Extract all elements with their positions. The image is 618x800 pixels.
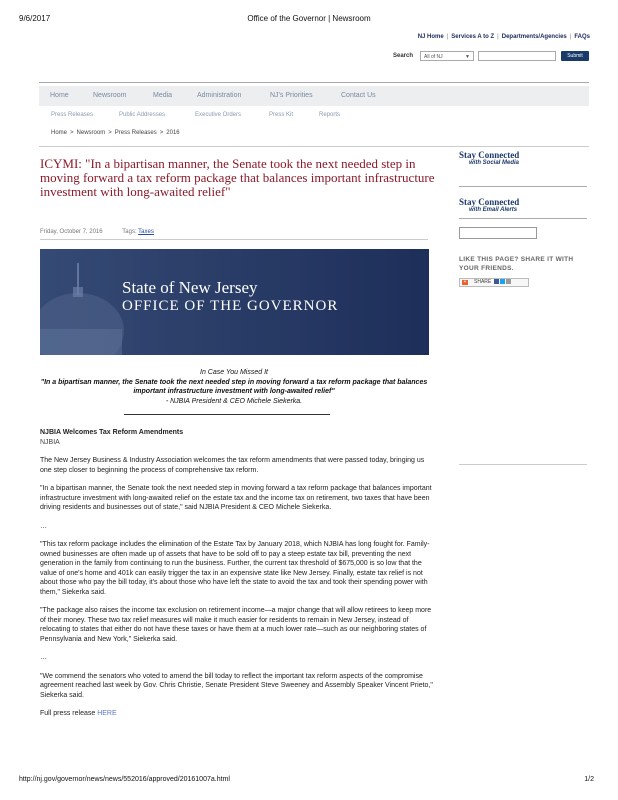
icymi-attribution: - NJBIA President & CEO Michele Siekerka. — [165, 397, 303, 405]
breadcrumb-newsroom[interactable]: Newsroom — [76, 130, 106, 136]
social-heading: Stay Connected — [459, 150, 520, 160]
body-heading: NJBIA Welcomes Tax Reform Amendments — [40, 429, 184, 436]
nav-contact-us[interactable]: Contact Us — [341, 92, 376, 99]
breadcrumb-2016[interactable]: 2016 — [166, 130, 180, 136]
share-label: SHARE — [474, 279, 492, 285]
body-paragraph: "In a bipartisan manner, the Senate took the next needed step in moving forward a tax reform package that balances important infrastructure investment with long-awaited relief on the estate tax and the income tax on retirement, two taxes that have been driving residents and businesses out of state," said NJBIA President & CEO Michele Siekerka. — [40, 485, 432, 511]
facebook-icon — [494, 279, 499, 284]
nav-media[interactable]: Media — [153, 92, 173, 99]
meta-divider — [40, 239, 428, 240]
print-url: http://nj.gov/governor/news/news/552016/approved/20161007a.html — [19, 776, 230, 783]
social-subheading[interactable]: with Social Media — [469, 160, 520, 166]
body-paragraph: "This tax reform package includes the elimination of the Estate Tax by January 2018, which NJBIA has long fought for. Family-owned businesses are often made up of assets that have to be sold off to pay a steep estate tax bill, preventing the next generation in the family from continuing to run the business. Further, the current tax threshold of $675,000 is so low that the value of one's home and 401k can easily trigger the tax in an expensive state like New Jersey. Finally, estate tax relief is not about those who pay the bill today, it's about those who have left the state to avoid the tax and took their spending power with them," Siekerka said. — [40, 541, 430, 596]
utility-link-nj-home[interactable]: NJ Home — [417, 34, 444, 40]
email-icon — [506, 279, 511, 284]
search-scope-value: All of NJ — [424, 54, 443, 60]
subnav-press-kit[interactable]: Press Kit — [269, 112, 294, 118]
body-paragraph: "The package also raises the income tax exclusion on retirement income—a major change that will allow retirees to keep more of their money. These two tax relief measures will make it much easier for residents to remain in New Jersey, instead of relocating to states that either do not have these taxes or have them at a much lower rate—such as our neighboring states of Pennsylvania and New York," Siekerka said. — [40, 607, 432, 643]
icymi-block — [40, 368, 428, 406]
sidebar-frame — [459, 410, 587, 465]
email-heading: Stay Connected — [459, 197, 520, 207]
utility-link-faqs[interactable]: FAQs — [574, 34, 590, 40]
body-ellipsis: … — [40, 522, 47, 530]
sidebar-divider — [459, 218, 587, 219]
tag-link-taxes[interactable]: Taxes — [138, 229, 154, 235]
print-title: Office of the Governor | Newsroom — [247, 14, 371, 23]
icymi-rule — [124, 414, 330, 415]
share-prompt: LIKE THIS PAGE? SHARE IT WITH YOUR FRIENDS. — [459, 256, 574, 272]
nav-home[interactable]: Home — [50, 92, 69, 99]
search-input[interactable] — [478, 51, 556, 61]
article-date: Friday, October 7, 2016 — [40, 229, 103, 235]
sidebar — [459, 150, 587, 287]
content-divider — [39, 146, 589, 147]
search-label: Search — [393, 53, 414, 59]
utility-link-services[interactable]: Services A to Z — [451, 34, 495, 40]
tags-label: Tags: — [122, 229, 137, 235]
utility-links: NJ Home | Services A to Z | Departments/Agencies | FAQs — [417, 34, 590, 40]
page-title: ICYMI: "In a bipartisan manner, the Senate took the next needed step in moving forward a tax reform package that balances important infrastructure investment with long-awaited relief" — [40, 156, 435, 199]
breadcrumb-press-releases[interactable]: Press Releases — [114, 130, 157, 136]
banner-line-2: OFFICE OF THE GOVERNOR — [122, 298, 339, 314]
article-body — [40, 428, 437, 728]
email-input[interactable] — [459, 227, 537, 239]
subnav-executive-orders[interactable]: Executive Orders — [195, 112, 242, 118]
body-ellipsis: … — [40, 654, 47, 661]
subnav-reports[interactable]: Reports — [319, 112, 341, 118]
sub-nav — [39, 112, 589, 124]
twitter-icon — [500, 279, 505, 284]
banner-line-1: State of New Jersey — [122, 278, 258, 297]
breadcrumb-home[interactable]: Home — [51, 130, 68, 136]
print-page-number: 1/2 — [584, 776, 594, 783]
full-release-label: Full press release — [40, 710, 96, 717]
search-bar — [0, 51, 618, 65]
sidebar-divider — [459, 186, 587, 187]
icymi-quote: "In a bipartisan manner, the Senate took the next needed step in moving forward a tax reform package that balances important infrastructure investment with long-awaited relief" — [40, 378, 428, 395]
full-release-line — [40, 709, 437, 719]
email-subheading[interactable]: with Email Alerts — [469, 207, 518, 213]
icymi-intro: In Case You Missed It — [200, 369, 268, 376]
breadcrumb: Home > Newsroom > Press Releases > 2016 — [51, 130, 180, 136]
nav-divider — [39, 82, 589, 83]
article-meta — [40, 229, 154, 235]
nav-newsroom[interactable]: Newsroom — [93, 92, 127, 99]
nav-nj-priorities[interactable]: NJ's Priorities — [270, 92, 313, 99]
body-source: NJBIA — [40, 438, 60, 446]
nav-administration[interactable]: Administration — [197, 92, 242, 99]
body-paragraph: "We commend the senators who voted to amend the bill today to reflect the important tax reform aspects of the compromise agreement reached last week by Gov. Chris Christie, Senate President Steve Sweeney and Assembly Speaker Vincent Prieto," Siekerka said. — [40, 672, 433, 699]
main-nav — [39, 86, 589, 106]
search-scope-select[interactable] — [420, 51, 474, 61]
subnav-public-addresses[interactable]: Public Addresses — [119, 112, 166, 118]
share-button[interactable] — [459, 278, 529, 287]
utility-link-departments[interactable]: Departments/Agencies — [501, 34, 567, 40]
search-submit-button[interactable]: Submit — [561, 51, 589, 61]
subnav-press-releases[interactable]: Press Releases — [51, 112, 94, 118]
full-release-link[interactable]: HERE — [97, 710, 117, 717]
plus-icon: + — [463, 279, 467, 285]
print-date: 9/6/2017 — [19, 14, 51, 23]
governor-banner — [40, 249, 429, 355]
body-paragraph: The New Jersey Business & Industry Association welcomes the tax reform amendments that were passed today, bringing us one step closer to beginning the process of comprehensive tax reform. — [40, 457, 425, 474]
chevron-down-icon: ▼ — [465, 54, 470, 60]
